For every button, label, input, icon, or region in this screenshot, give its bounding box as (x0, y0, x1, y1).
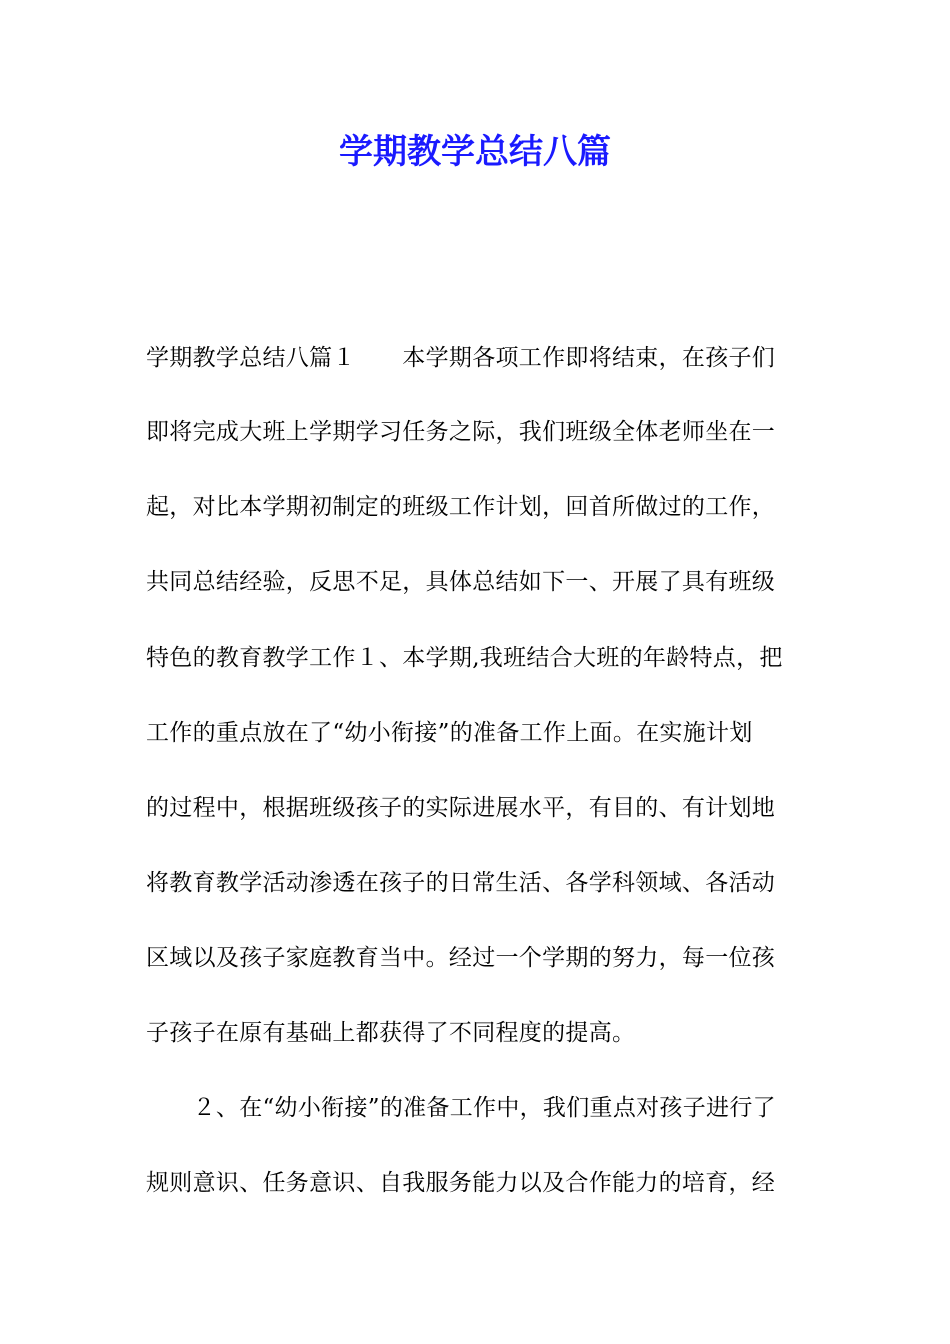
body-line: ２、在“幼小衔接”的准备工作中，我们重点对孩子进行了 (146, 1095, 776, 1121)
body-line: 即将完成大班上学期学习任务之际，我们班级全体老师坐在一 (146, 419, 776, 445)
body-line: 区域以及孩子家庭教育当中。经过一个学期的努力，每一位孩 (146, 945, 776, 971)
body-line: 的过程中，根据班级孩子的实际进展水平，有目的、有计划地 (146, 795, 776, 821)
body-line: 工作的重点放在了“幼小衔接”的准备工作上面。在实施计划 (146, 720, 753, 746)
body-line: 规则意识、任务意识、自我服务能力以及合作能力的培育，经 (146, 1170, 776, 1196)
body-line: 学期教学总结八篇１ 本学期各项工作即将结束，在孩子们 (146, 345, 776, 371)
document-title: 学期教学总结八篇 (339, 132, 611, 172)
body-line: 将教育教学活动渗透在孩子的日常生活、各学科领域、各活动 (146, 870, 776, 896)
body-line: 特色的教育教学工作１、本学期,我班结合大班的年龄特点，把 (146, 645, 783, 671)
body-line: 起，对比本学期初制定的班级工作计划，回首所做过的工作， (146, 494, 776, 520)
body-line: 共同总结经验，反思不足，具体总结如下一、开展了具有班级 (146, 569, 776, 595)
body-line: 子孩子在原有基础上都获得了不同程度的提高。 (146, 1020, 636, 1046)
